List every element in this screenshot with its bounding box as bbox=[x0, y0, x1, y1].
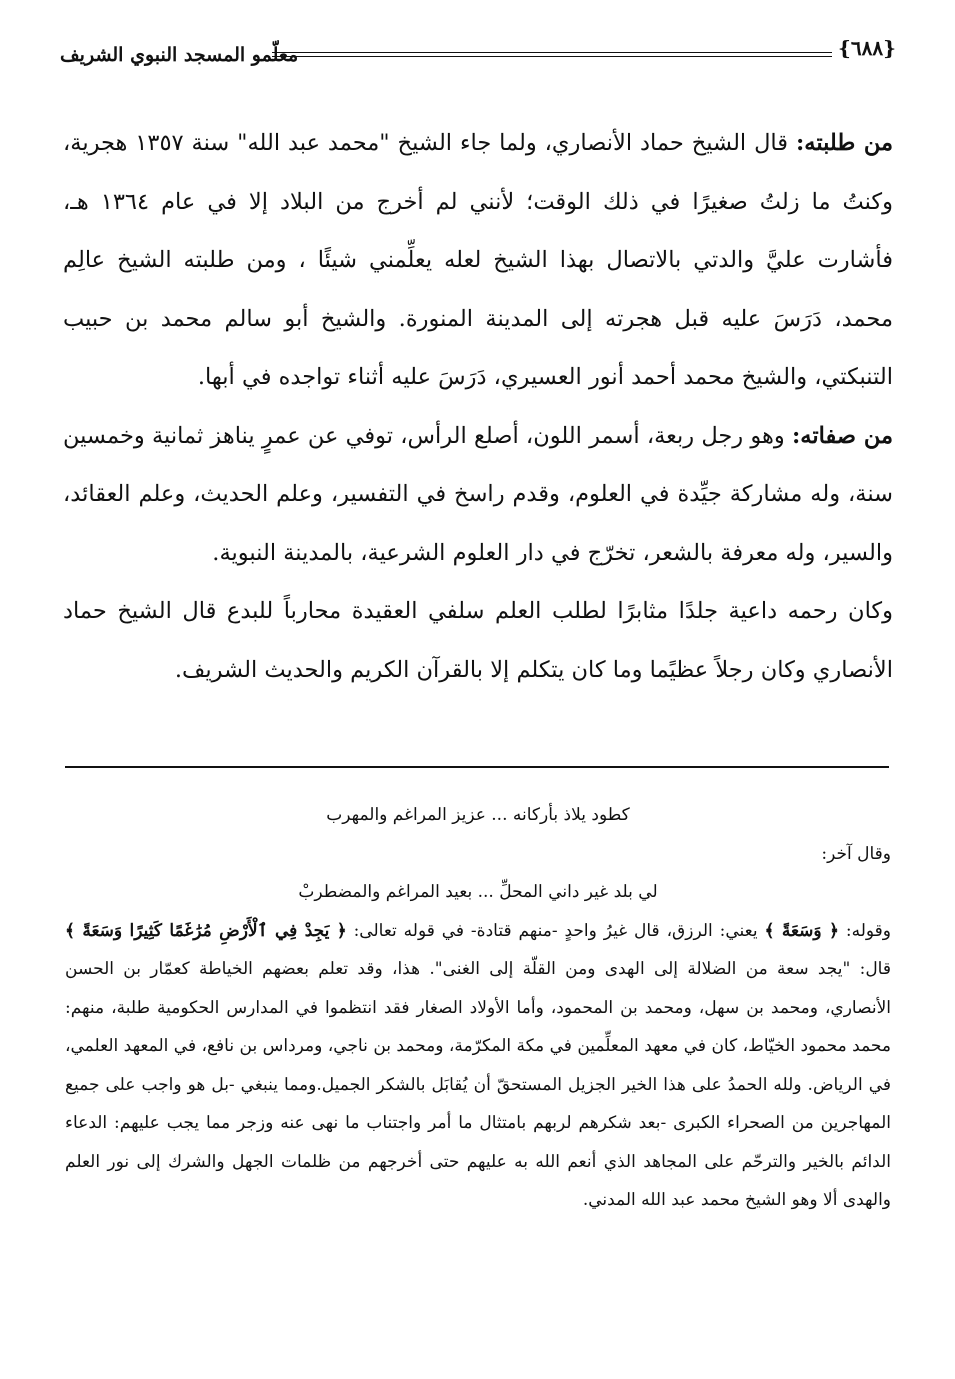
quran-quote-2: ﴿ يَجِدْ فِي ٱلْأَرْضِ مُرَٰغَمًا كَثِيرًا وَسَعَةً ﴾ bbox=[65, 920, 347, 941]
traits-label: من صفاته: bbox=[791, 422, 893, 449]
footnote-separator bbox=[65, 766, 889, 768]
students-text: قال الشيخ حماد الأنصاري، ولما جاء الشيخ "محمد عبد الله" سنة ١٣٥٧ هجرية، وكنتُ ما زلتُ صغيرًا في ذلك الوقت؛ لأنني لم أخرج من البلاد إلا في عام ١٣٦٤ هـ، فأشارت عليَّ والدتي بالاتصال بهذا الشيخ لعله يعلِّمني شيئًا ، ومن طلبته الشيخ عالِم محمد، دَرَسَ عليه قبل هجرته إلى المدينة المنورة. والشيخ أبو سالم محمد بن حبيب التنبكتي، والشيخ محمد أحمد أنور العسيري، دَرَسَ عليه أثناء تواجده في أبها. bbox=[63, 130, 893, 390]
closing-paragraph: وكان رحمه داعية جلدًا مثابرًا لطلب العلم سلفي العقيدة محارباً للبدع قال الشيخ حماد الأنصاري وكان رجلاً عظيًما وما كان يتكلم إلا بالقرآن الكريم والحديث الشريف. bbox=[63, 598, 893, 683]
another-said: وقال آخر: bbox=[821, 843, 891, 864]
poem-verse-1: كطود يلاذ بأركانه ... عزيز المراغم والمهرب bbox=[326, 805, 630, 825]
header-rule bbox=[272, 52, 832, 57]
commentary-post: قال: "يجد سعة من الضلالة إلى الهدى ومن القلّة إلى الغنى". هذا، وقد تعلم بعضهم الخياطة كعمّار بن الحسن الأنصاري، ومحمد بن سهل، ومحمد بن المحمود، وأما الأولاد الصغار فقد انتظموا في المدارس الحكومية طلبة، منهم: محمد محمود الخيّاط، كان في معهد المعلِّمين في مكة المكرّمة، ومحمد بن ناجي، ومرداس بن نافع، في المعهد العلمي، في الرياض. ولله الحمدُ على هذا الخير الجزيل المستحقّ أن يُقابَل بالشكر الجميل.ومما ينبغي -بل هو واجب على جميع المهاجرين من الصحراء الكبرى -بعد شكرهم لربهم بامتثال ما أمر واجتناب ما نهى عنه وزجر مما يجب عليهم: الدعاء الدائم بالخير والترحّم على المجاهد الذي أنعم الله به عليهم حتى أخرجهم من ظلمات الجهل والشرك إلى نور العلم والهدى ألا وهو الشيخ محمد عبد الله المدني. bbox=[65, 959, 891, 1210]
traits-text: وهو رجل ربعة، أسمر اللون، أصلع الرأس، توفي عن عمرٍ يناهز ثمانية وخمسين سنة، وله مشاركة جيِّدة في العلوم، وقدم راسخ في التفسير، وعلم الحديث، وعلم العقائد، والسير، وله معرفة بالشعر، تخرّج في دار العلوم الشرعية، بالمدينة النبوية. bbox=[63, 422, 893, 566]
quran-quote-1: ﴿ وَسَعَةً ﴾ bbox=[764, 920, 839, 941]
page-number: {٦٨٨} bbox=[838, 36, 896, 60]
poem-verse-2: لي بلد غير داني المحلِّ ... بعيد المراغم والمضطربْ bbox=[298, 882, 658, 902]
main-text bbox=[63, 114, 893, 699]
commentary-pre: وقوله: bbox=[845, 920, 891, 941]
students-paragraph bbox=[63, 114, 893, 407]
traits-paragraph bbox=[63, 407, 893, 583]
footnote-commentary bbox=[65, 912, 891, 1220]
commentary-mid: يعني: الرزق، قال غيرُ واحدٍ -منهم قتادة- في قوله تعالى: bbox=[353, 920, 758, 941]
students-label: من طلبته: bbox=[795, 130, 894, 156]
page-header bbox=[60, 34, 896, 86]
page-number-value: ٦٨٨ bbox=[850, 36, 884, 60]
running-title: معلّمو المسجد النبوي الشريف bbox=[60, 44, 299, 66]
footnotes bbox=[65, 796, 891, 1220]
